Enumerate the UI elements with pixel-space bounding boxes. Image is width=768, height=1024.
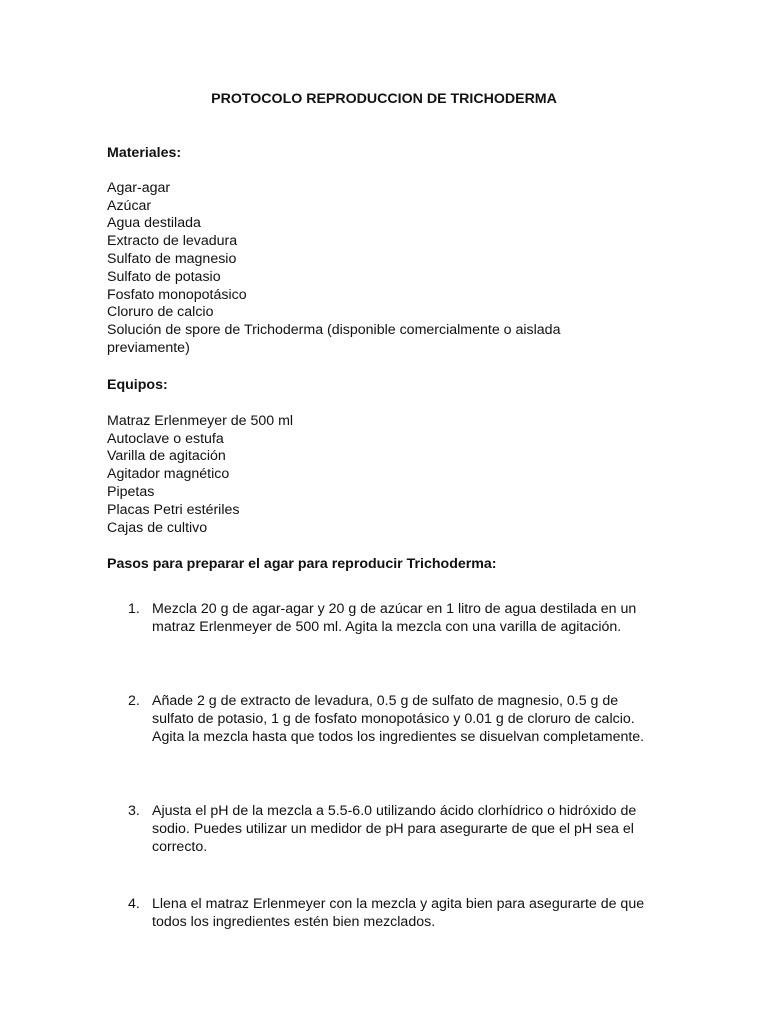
document-title: PROTOCOLO REPRODUCCION DE TRICHODERMA xyxy=(211,91,557,107)
step-number: 3. xyxy=(128,803,140,819)
material-item: Sulfato de potasio xyxy=(107,268,221,285)
equipment-item: Pipetas xyxy=(107,483,155,500)
equipment-item: Matraz Erlenmeyer de 500 ml xyxy=(107,412,294,429)
material-item: Solución de spore de Trichoderma (disponible comercialmente o aislada previamente) xyxy=(107,322,561,356)
step-number: 2. xyxy=(128,693,140,709)
material-item: Extracto de levadura xyxy=(107,233,238,250)
equipment-list xyxy=(107,413,647,538)
step-number: 4. xyxy=(128,896,140,912)
steps-heading: Pasos para preparar el agar para reproducir Trichoderma: xyxy=(107,556,497,572)
material-item: Agua destilada xyxy=(107,215,201,232)
equipment-section xyxy=(107,377,647,537)
equipment-item: Placas Petri estériles xyxy=(107,501,240,518)
step-text: Llena el matraz Erlenmeyer con la mezcla y agita bien para asegurarte de que todos los ingredientes estén bien mezclados. xyxy=(152,896,645,930)
equipment-heading: Equipos: xyxy=(107,377,168,393)
step-text: Añade 2 g de extracto de levadura, 0.5 g de sulfato de magnesio, 0.5 g de sulfato de potasio, 1 g de fosfato monopotásico y 0.01 g de cloruro de calcio. Agita la mezcla hasta que todos los ingredientes se disuelvan completamente. xyxy=(152,693,645,745)
step-number: 1. xyxy=(128,601,140,617)
material-item: Azúcar xyxy=(107,197,152,214)
material-item: Sulfato de magnesio xyxy=(107,250,237,267)
materials-heading: Materiales: xyxy=(107,145,182,161)
step-text: Ajusta el pH de la mezcla a 5.5-6.0 utilizando ácido clorhídrico o hidróxido de sodio. Puedes utilizar un medidor de pH para asegurarte de que el pH sea el correcto. xyxy=(152,803,637,855)
equipment-item: Agitador magnético xyxy=(107,466,230,483)
material-item: Fosfato monopotásico xyxy=(107,286,247,303)
material-item: Cloruro de calcio xyxy=(107,304,214,321)
equipment-item: Cajas de cultivo xyxy=(107,519,208,536)
equipment-item: Autoclave o estufa xyxy=(107,430,224,447)
materials-section xyxy=(107,145,647,358)
materials-list xyxy=(107,180,647,358)
equipment-item: Varilla de agitación xyxy=(107,448,226,465)
step-text: Mezcla 20 g de agar-agar y 20 g de azúcar en 1 litro de agua destilada en un matraz Erlenmeyer de 500 ml. Agita la mezcla con una varilla de agitación. xyxy=(152,601,637,635)
material-item: Agar-agar xyxy=(107,179,171,196)
